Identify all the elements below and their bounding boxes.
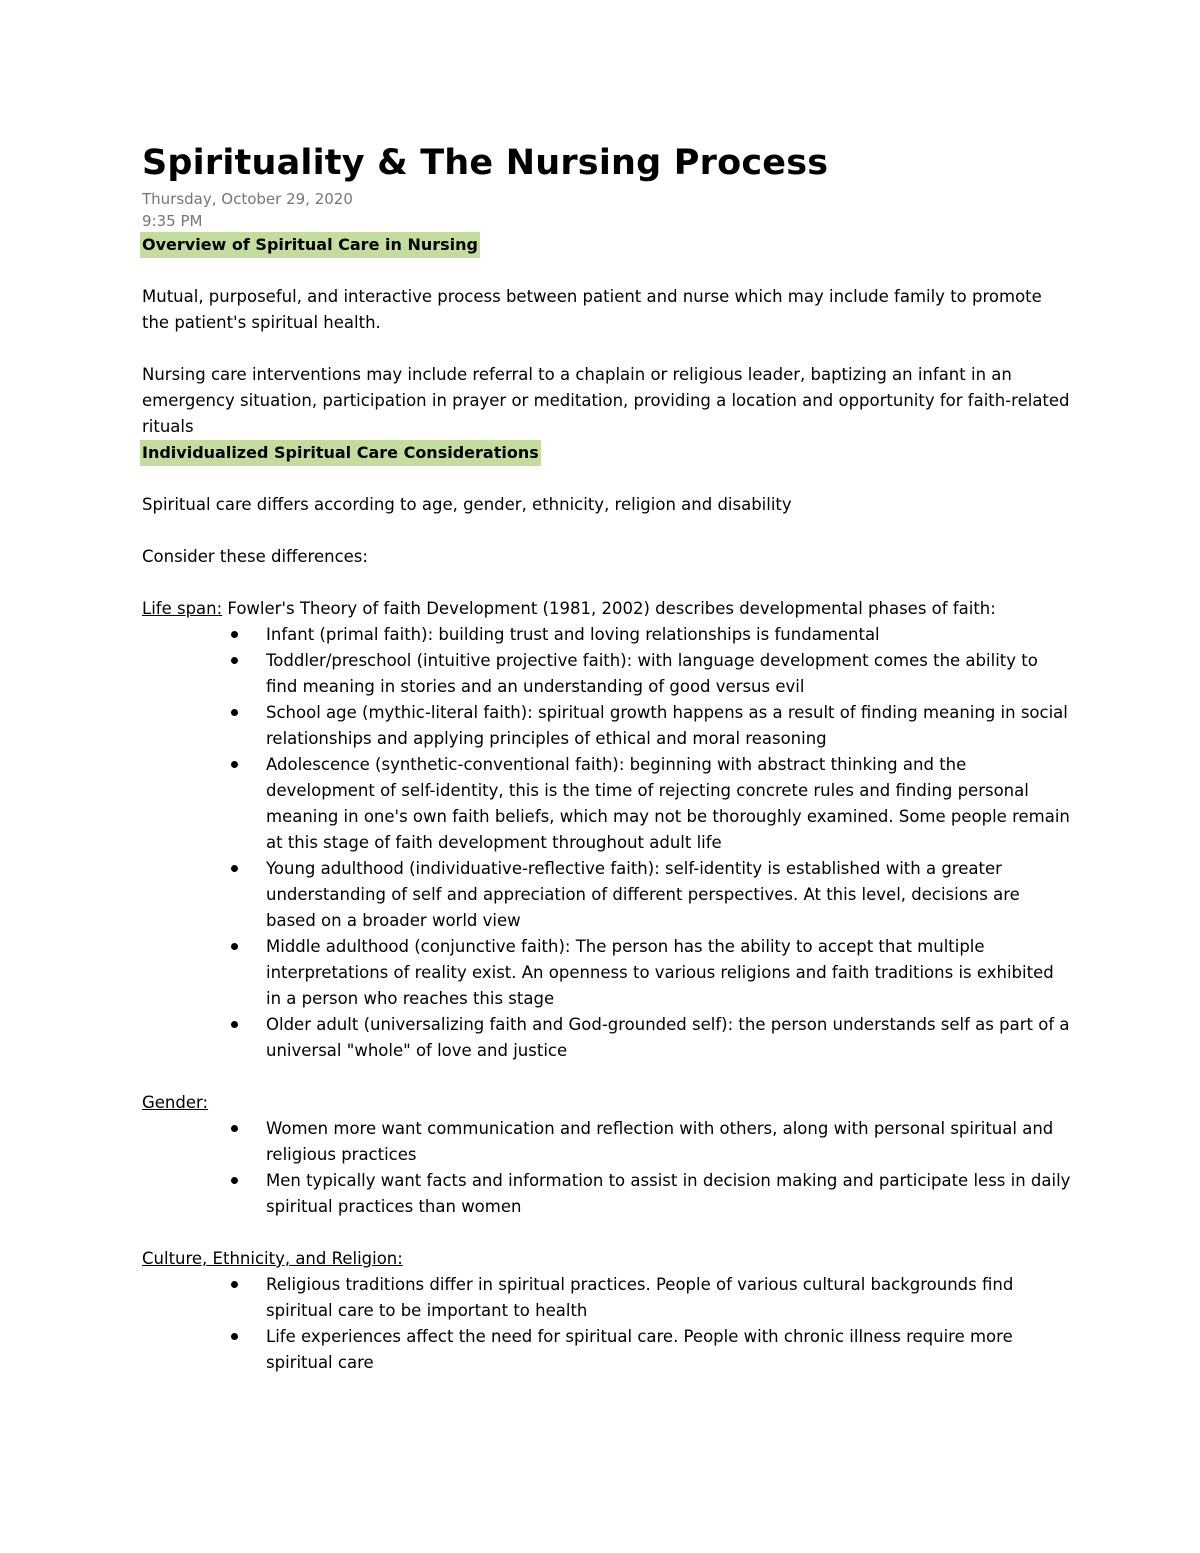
blank-line	[142, 1064, 1072, 1090]
bullet-icon	[231, 1021, 238, 1028]
blank-line	[142, 518, 1072, 544]
gender-list	[142, 1116, 1072, 1220]
bullet-icon	[231, 1125, 238, 1132]
bullet-icon	[231, 865, 238, 872]
note-time: 9:35 PM	[142, 212, 203, 230]
bullet-icon	[231, 657, 238, 664]
list-item-text: Adolescence (synthetic-conventional faith): beginning with abstract thinking and the development of self-identity, this is the time of rejecting concrete rules and finding personal meaning in one's own faith beliefs, which may not be thoroughly examined. Some people remain at this stage of faith development throughout adult life	[266, 755, 1070, 852]
list-item-text: Young adulthood (individuative-reflective faith): self-identity is established with a greater understanding of self and appreciation of different perspectives. At this level, decisions are based on a broader world view	[266, 859, 1020, 930]
list-item	[266, 1272, 1072, 1324]
page-title: Spirituality & The Nursing Process	[142, 143, 829, 183]
overview-paragraph-1: Mutual, purposeful, and interactive process between patient and nurse which may include family to promote the patient's spiritual health.	[142, 287, 1042, 332]
bullet-icon	[231, 761, 238, 768]
note-body	[142, 232, 1072, 1376]
blank-line	[142, 336, 1072, 362]
note-date: Thursday, October 29, 2020	[142, 190, 353, 208]
blank-line	[142, 258, 1072, 284]
lifespan-intro	[142, 596, 1072, 622]
gender-intro	[142, 1090, 1072, 1116]
list-item	[266, 856, 1072, 934]
culture-label: Culture, Ethnicity, and Religion:	[142, 1249, 403, 1268]
document-page	[142, 138, 1072, 1376]
list-item-text: Older adult (universalizing faith and God-grounded self): the person understands self as part of a universal "whole" of love and justice	[266, 1015, 1070, 1060]
individualized-paragraph-1: Spiritual care differs according to age, gender, ethnicity, religion and disability	[142, 495, 792, 514]
list-item	[266, 622, 1072, 648]
list-item-text: Men typically want facts and information to assist in decision making and participate less in daily spiritual practices than women	[266, 1171, 1071, 1216]
section-heading-overview: Overview of Spiritual Care in Nursing	[140, 232, 480, 258]
gender-label: Gender:	[142, 1093, 209, 1112]
bullet-icon	[231, 631, 238, 638]
lifespan-text: Fowler's Theory of faith Development (1981, 2002) describes developmental phases of faith:	[222, 599, 996, 618]
list-item	[266, 700, 1072, 752]
list-item	[266, 934, 1072, 1012]
list-item	[266, 752, 1072, 856]
blank-line	[142, 466, 1072, 492]
individualized-paragraph-2: Consider these differences:	[142, 547, 368, 566]
list-item-text: Infant (primal faith): building trust and loving relationships is fundamental	[266, 625, 880, 644]
list-item-text: Religious traditions differ in spiritual practices. People of various cultural backgrounds find spiritual care to be important to health	[266, 1275, 1014, 1320]
overview-paragraph-2: Nursing care interventions may include referral to a chaplain or religious leader, baptizing an infant in an emergency situation, participation in prayer or meditation, providing a location and opportunity for faith-related rituals	[142, 365, 1070, 436]
list-item-text: Women more want communication and reflection with others, along with personal spiritual and religious practices	[266, 1119, 1054, 1164]
list-item-text: Toddler/preschool (intuitive projective faith): with language development comes the ability to find meaning in stories and an understanding of good versus evil	[266, 651, 1038, 696]
blank-line	[142, 1220, 1072, 1246]
list-item	[266, 648, 1072, 700]
list-item-text: Middle adulthood (conjunctive faith): The person has the ability to accept that multiple interpretations of reality exist. An openness to various religions and faith traditions is exhibited in a person who reaches this stage	[266, 937, 1054, 1008]
culture-intro	[142, 1246, 1072, 1272]
lifespan-label: Life span:	[142, 599, 223, 618]
bullet-icon	[231, 1333, 238, 1340]
culture-list	[142, 1272, 1072, 1376]
bullet-icon	[231, 1177, 238, 1184]
list-item	[266, 1324, 1072, 1376]
list-item	[266, 1168, 1072, 1220]
bullet-icon	[231, 709, 238, 716]
list-item	[266, 1012, 1072, 1064]
lifespan-list	[142, 622, 1072, 1064]
bullet-icon	[231, 1281, 238, 1288]
list-item	[266, 1116, 1072, 1168]
list-item-text: Life experiences affect the need for spiritual care. People with chronic illness require more spiritual care	[266, 1327, 1013, 1372]
section-heading-individualized: Individualized Spiritual Care Considerations	[140, 440, 541, 466]
bullet-icon	[231, 943, 238, 950]
list-item-text: School age (mythic-literal faith): spiritual growth happens as a result of finding meaning in social relationships and applying principles of ethical and moral reasoning	[266, 703, 1068, 748]
blank-line	[142, 570, 1072, 596]
